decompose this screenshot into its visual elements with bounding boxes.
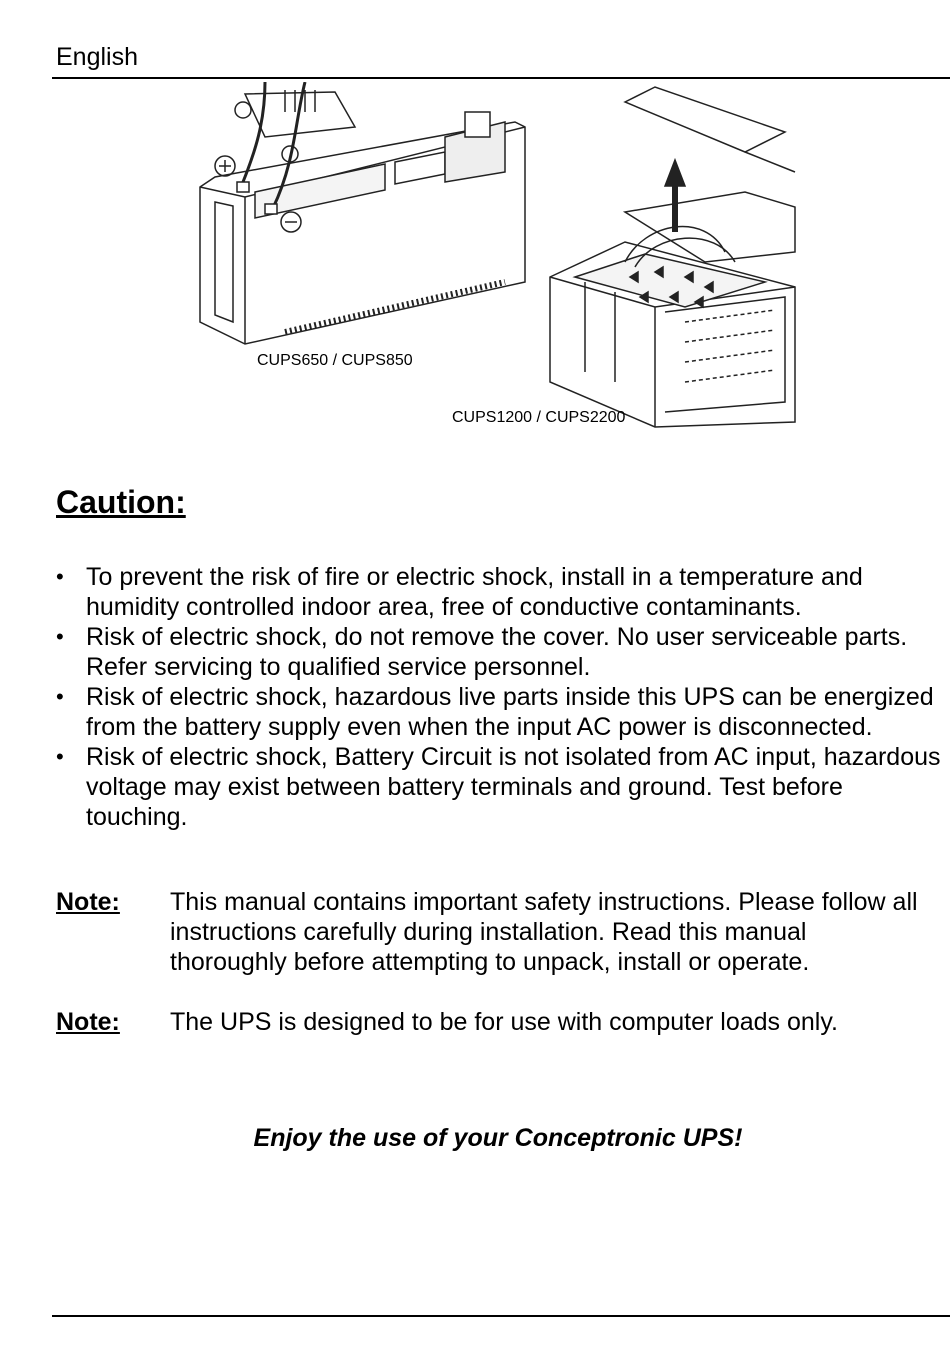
list-item — [56, 622, 950, 682]
large-ups-drawing — [550, 87, 795, 427]
bullet-icon: • — [56, 684, 64, 709]
note-text: This manual contains important safety instructions. Please follow all instructions carefully during installation. Read this manual thoroughly before attempting to unpack, install or operate. — [170, 888, 918, 976]
note-label: Note: — [56, 1008, 120, 1036]
note-computer-loads — [56, 1007, 926, 1037]
small-ups-drawing — [200, 82, 525, 344]
figure-caption-small-models: CUPS650 / CUPS850 — [257, 352, 413, 369]
ups-battery-illustration — [185, 82, 805, 432]
header-divider — [52, 77, 950, 79]
note-safety-instructions — [56, 887, 926, 977]
bullet-icon: • — [56, 744, 64, 769]
footer-divider — [52, 1315, 950, 1317]
closing-message: Enjoy the use of your Conceptronic UPS! — [253, 1124, 743, 1152]
caution-item-text: Risk of electric shock, hazardous live parts inside this UPS can be energized from the battery supply even when the input AC power is disconnected. — [86, 683, 934, 741]
battery-installation-figure — [185, 82, 805, 432]
list-item — [56, 682, 950, 742]
bullet-icon: • — [56, 564, 64, 589]
caution-item-text: Risk of electric shock, do not remove the cover. No user serviceable parts. Refer servicing to qualified service personnel. — [86, 623, 908, 681]
caution-list — [56, 562, 950, 832]
note-label: Note: — [56, 888, 120, 916]
caution-heading: Caution: — [56, 484, 186, 520]
figure-caption-large-models: CUPS1200 / CUPS2200 — [452, 409, 626, 426]
bullet-icon: • — [56, 624, 64, 649]
list-item — [56, 742, 950, 832]
note-text: The UPS is designed to be for use with computer loads only. — [170, 1008, 838, 1036]
header-language: English — [56, 43, 138, 71]
caution-item-text: To prevent the risk of fire or electric shock, install in a temperature and humidity controlled indoor area, free of conductive contaminants. — [86, 563, 863, 621]
list-item — [56, 562, 950, 622]
caution-item-text: Risk of electric shock, Battery Circuit is not isolated from AC input, hazardous voltage may exist between battery terminals and ground. Test before touching. — [86, 743, 941, 831]
